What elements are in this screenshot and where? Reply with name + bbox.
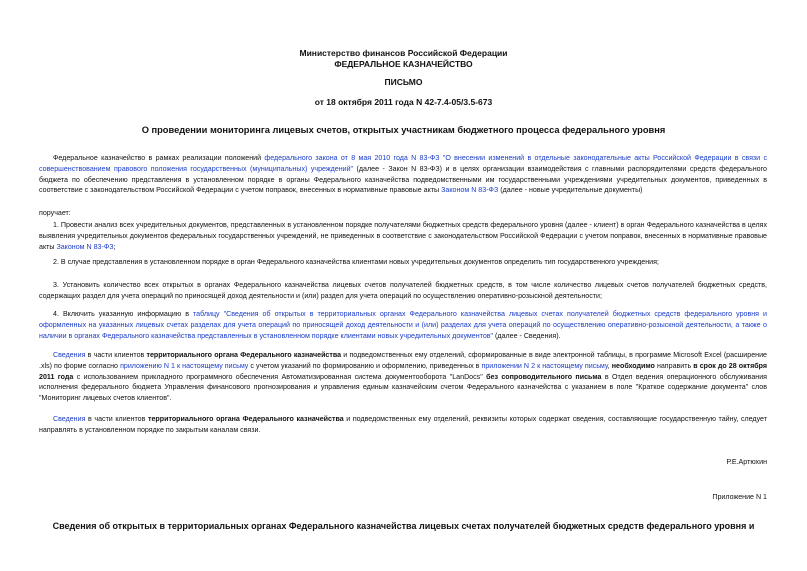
intro-text-2: (далее - Закон N 83-ФЗ) и в целях организации взаимодействия с главными распорядителями средств федерального бюджета по обеспечению представления в установленном порядке в органы Федерального казначейства подведомственными им государственными учреждениями учредительных документов, приведенных в соответствие с законодательством Российской Федерации с учетом поправок, внесенных в нормативные правовые акты [39,164,767,195]
document-date-number: от 18 октября 2011 года N 42-7.4-05/3.5-673 [314,97,493,107]
item-1-text: 1. Провести анализ всех учредительных документов, представленных в установленном порядке получателями бюджетных средств федерального уровня (далее - клиент) в орган Федерального казначейства в целях выявления учредительных документов федеральных государственных учреждений, не приведенных в соответствие с законодательством Российской Федерации с учетом поправок, внесенных в нормативные правовые акты [39,221,767,251]
appendix-2-link[interactable]: приложении N 2 к настоящему письму [481,361,608,370]
item-1-law-link[interactable]: Законом N 83-ФЗ [56,242,114,251]
ministry-name: Министерство финансов Российской Федерации [299,48,508,58]
paragraph-6 [39,414,767,436]
item-3-paragraph: 3. Установить количество всех открытых в органах Федерального казначейства лицевых счетов получателей бюджетных средств, в том числе количество лицевых счетов получателей бюджетных средств, содержащих раздел для учета операций по приносящей доход деятельности и (или) раздел для учета операций по осуществлению оперативно-розыскной деятельности; [39,281,767,300]
agency-name: ФЕДЕРАЛЬНОЕ КАЗНАЧЕЙСТВО [334,59,473,69]
p5-bold-necessary: необходимо [611,361,655,370]
p6-bold-territorial-organ: территориального органа Федерального казначейства [148,415,344,423]
item-2-paragraph: 2. В случае представления в установленном порядке в орган Федерального казначейства клиентами новых учредительных документов определить тип государственного учреждения; [53,258,659,266]
p5-text-5: направить [654,361,694,370]
p6-text-1: в части клиентов [85,415,148,423]
document-title: О проведении мониторинга лицевых счетов, открытых участникам бюджетного процесса федерального уровня [141,125,666,135]
law-83fz-short-link[interactable]: Законом N 83-ФЗ [441,186,499,195]
svedeniya-link-2[interactable]: Сведения [53,415,86,423]
appendix-1-link[interactable]: приложению N 1 к настоящему письму [120,361,249,370]
law-83fz-link[interactable]: федерального закона от 8 мая 2010 года N 83-ФЗ "О внесении изменений в отдельные законодательные акты Российской Федерации в связи с совершенствованием правового положения государственных (муниципальных) учреждений" [39,154,767,173]
p5-text-7: в Отдел ведения операционного обслуживания исполнения федерального бюджета Управления финансового прогнозирования и управления единым казначейским счетом Федерального казначейства с указанием в поле "Краткое содержание документа" слов "Мониторинг лицевых счетов клиентов". [39,372,767,403]
p5-text-3: с учетом указаний по формированию и оформлению, приведенных в [248,361,482,370]
signature: Р.Е.Артюхин [726,458,767,466]
intro-text-3: (далее - новые учредительные документы) [498,186,643,195]
p5-bold-deadline: в срок до 28 октября 2011 года [39,361,767,381]
p5-text-4: , [607,361,612,370]
item-4-text: 4. Включить указанную информацию в [53,310,193,318]
appendix-title: Сведения об открытых в территориальных органах Федерального казначейства лицевых счетах получателей бюджетных средств федерального уровня и [52,521,755,531]
paragraph-5 [39,350,767,404]
p5-bold-territorial-organ: территориального органа Федерального казначейства [146,351,342,359]
p5-bold-no-cover-letter: без сопроводительного письма [486,372,602,381]
intro-paragraph [39,153,767,196]
intro-text-1: Федеральное казначейство в рамках реализации положений [53,154,265,162]
item-4-paragraph [39,309,767,341]
table-svedeniya-link[interactable]: таблицу "Сведения об открытых в территориальных органах Федерального казначейства лицевых счетах получателей бюджетных средств федерального уровня и оформленных на указанных лицевых счетах разделах для учета операций по приносящей доход деятельности и (или) разделах для учета операций по осуществлению оперативно-розыскной деятельности, а также о наличии в органах Федерального казначейства представленных в установленном порядке клиентами новых учредительных документов" [39,310,767,340]
p5-text-2: и подведомственных ему отделений, сформированные в виде электронной таблицы, в программе Microsoft Excel (расширение .xls) по форме согласно [39,351,767,370]
item-1-end: ; [113,242,116,251]
item-1-paragraph [39,220,767,252]
p5-text-6: с использованием прикладного программного обеспечения Автоматизированная система документооборота "LanDocs" [73,372,487,381]
svedeniya-link[interactable]: Сведения [53,351,86,359]
document-type: ПИСЬМО [384,77,423,87]
p5-text-1: в части клиентов [85,351,147,359]
appendix-label: Приложение N 1 [712,493,767,501]
p6-text-2: и подведомственных ему отделений, реквизиты которых содержат сведения, составляющие государственную тайну, следует направлять в установленном порядке по закрытым каналам связи. [39,415,767,434]
instructs-label: поручает: [39,209,71,217]
item-4-end: (далее - Сведения). [493,331,561,340]
